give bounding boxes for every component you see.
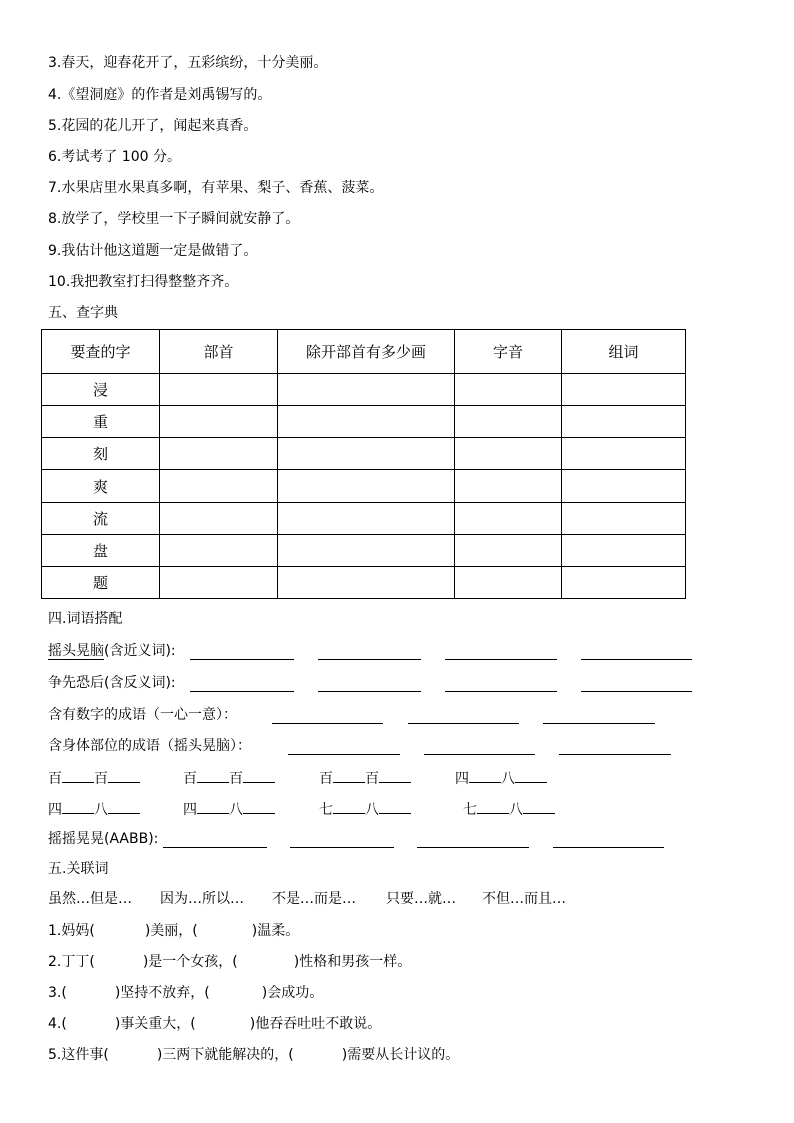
answer-blank[interactable] [272, 708, 383, 728]
answer-blank[interactable] [318, 676, 421, 696]
conjunction-option: 不是…而是… [272, 891, 356, 907]
question-text: )三两下就能解决的，( [156, 1047, 294, 1063]
table-row [42, 535, 686, 567]
question-text: )温柔。 [251, 923, 300, 939]
answer-blank[interactable] [333, 767, 365, 783]
question-text: 2.丁丁( [48, 954, 95, 970]
sentence-7: 7.水果店里水果真多啊，有苹果、梨子、香蕉、菠菜。 [48, 180, 384, 196]
pattern-char: 八 [365, 802, 379, 818]
answer-blank[interactable] [445, 644, 557, 664]
pattern-char: 百 [94, 771, 108, 787]
question-text: )事关重大，( [114, 1016, 196, 1032]
char-cell: 刻 [42, 438, 160, 470]
word-cell[interactable] [562, 438, 686, 470]
question-text: 4.( [48, 1016, 67, 1032]
answer-blank[interactable] [515, 767, 547, 783]
sentence-8: 8.放学了，学校里一下子瞬间就安静了。 [48, 211, 300, 227]
matching-row-number-idioms: 含有数字的成语（一心一意）： [48, 707, 237, 723]
pattern-item [183, 798, 275, 820]
header-pronunciation: 字音 [455, 330, 562, 374]
answer-blank[interactable] [543, 708, 655, 728]
header-strokes: 除开部首有多少画 [278, 330, 455, 374]
table-header-row [42, 330, 686, 374]
answer-blank[interactable] [553, 832, 664, 852]
char-cell: 浸 [42, 374, 160, 406]
answer-blank[interactable] [477, 798, 509, 814]
strokes-cell[interactable] [278, 503, 455, 535]
header-radical: 部首 [160, 330, 278, 374]
pronunciation-cell[interactable] [455, 535, 562, 567]
char-cell: 重 [42, 406, 160, 438]
pronunciation-cell[interactable] [455, 438, 562, 470]
radical-cell[interactable] [160, 503, 278, 535]
pattern-char: 八 [229, 802, 243, 818]
strokes-cell[interactable] [278, 374, 455, 406]
char-cell: 流 [42, 503, 160, 535]
answer-blank[interactable] [290, 832, 394, 852]
radical-cell[interactable] [160, 438, 278, 470]
pronunciation-cell[interactable] [455, 406, 562, 438]
answer-blank[interactable] [190, 676, 294, 696]
matching-row-body-idioms: 含身体部位的成语（摇头晃脑）： [48, 738, 251, 754]
pattern-char: 四 [455, 771, 469, 787]
word-cell[interactable] [562, 374, 686, 406]
pattern-char: 七 [463, 802, 477, 818]
radical-cell[interactable] [160, 470, 278, 503]
answer-blank[interactable] [197, 767, 229, 783]
pattern-char: 百 [229, 771, 243, 787]
answer-blank[interactable] [379, 798, 411, 814]
answer-blank[interactable] [559, 739, 671, 759]
conjunction-option: 虽然…但是… [48, 891, 132, 907]
conjunction-question-4 [48, 1014, 381, 1034]
word-cell[interactable] [562, 406, 686, 438]
pattern-item [48, 798, 140, 820]
radical-cell[interactable] [160, 535, 278, 567]
word-cell[interactable] [562, 470, 686, 503]
conjunction-option: 不但…而且… [482, 891, 566, 907]
table-row [42, 438, 686, 470]
strokes-cell[interactable] [278, 438, 455, 470]
strokes-cell[interactable] [278, 406, 455, 438]
section-title-matching: 四.词语搭配 [48, 611, 123, 627]
answer-blank[interactable] [62, 767, 94, 783]
sentence-9: 9.我估计他这道题一定是做错了。 [48, 243, 258, 259]
word-cell[interactable] [562, 567, 686, 599]
answer-blank[interactable] [408, 708, 519, 728]
question-text: 3.( [48, 985, 67, 1001]
word-cell[interactable] [562, 503, 686, 535]
sentence-10: 10.我把教室打扫得整整齐齐。 [48, 274, 239, 290]
answer-blank[interactable] [243, 767, 275, 783]
conjunction-option: 因为…所以… [160, 891, 244, 907]
char-cell: 盘 [42, 535, 160, 567]
pattern-item [183, 767, 275, 789]
pattern-item [463, 798, 555, 820]
strokes-cell[interactable] [278, 470, 455, 503]
answer-blank[interactable] [62, 798, 94, 814]
dictionary-table [41, 329, 686, 599]
answer-blank[interactable] [445, 676, 557, 696]
radical-cell[interactable] [160, 374, 278, 406]
pattern-char: 百 [365, 771, 379, 787]
answer-blank[interactable] [417, 832, 529, 852]
answer-blank[interactable] [108, 798, 140, 814]
question-text: )坚持不放弃，( [114, 985, 210, 1001]
conjunction-question-1 [48, 921, 299, 941]
sentence-6: 6.考试考了 100 分。 [48, 149, 181, 165]
pattern-char: 四 [183, 802, 197, 818]
question-text: 1.妈妈( [48, 923, 95, 939]
word-cell[interactable] [562, 535, 686, 567]
answer-blank[interactable] [523, 798, 555, 814]
pattern-char: 八 [501, 771, 515, 787]
answer-blank[interactable] [163, 832, 267, 852]
pattern-char: 四 [48, 802, 62, 818]
answer-blank[interactable] [333, 798, 365, 814]
pronunciation-cell[interactable] [455, 503, 562, 535]
pattern-item [319, 798, 411, 820]
answer-blank[interactable] [581, 644, 692, 664]
question-text: )是一个女孩，( [142, 954, 238, 970]
pattern-char: 百 [183, 771, 197, 787]
radical-cell[interactable] [160, 567, 278, 599]
answer-blank[interactable] [318, 644, 421, 664]
table-row [42, 567, 686, 599]
question-text: )会成功。 [261, 985, 324, 1001]
sentence-5: 5.花园的花儿开了，闻起来真香。 [48, 118, 258, 134]
table-row [42, 503, 686, 535]
answer-blank[interactable] [190, 644, 294, 664]
question-text: 5.这件事( [48, 1047, 109, 1063]
char-cell: 题 [42, 567, 160, 599]
table-row [42, 374, 686, 406]
conjunction-question-5 [48, 1045, 459, 1065]
sentence-4: 4.《望洞庭》的作者是刘禹锡写的。 [48, 87, 272, 103]
pattern-char: 百 [319, 771, 333, 787]
pronunciation-cell[interactable] [455, 470, 562, 503]
radical-cell[interactable] [160, 406, 278, 438]
table-row [42, 406, 686, 438]
sentence-3: 3.春天，迎春花开了，五彩缤纷，十分美丽。 [48, 55, 328, 71]
matching-row-synonyms [48, 641, 176, 661]
pattern-char: 七 [319, 802, 333, 818]
question-text: )性格和男孩一样。 [293, 954, 412, 970]
pattern-item [319, 767, 411, 789]
answer-blank[interactable] [581, 676, 692, 696]
header-char: 要查的字 [42, 330, 160, 374]
answer-blank[interactable] [469, 767, 501, 783]
pattern-item [455, 767, 547, 789]
matching-row-antonyms [48, 673, 176, 693]
answer-blank[interactable] [243, 798, 275, 814]
table-row [42, 470, 686, 503]
strokes-cell[interactable] [278, 567, 455, 599]
section-title-conjunctions: 五.关联词 [48, 861, 109, 877]
answer-blank[interactable] [379, 767, 411, 783]
idiom-synonym-example: 摇头晃脑 [48, 643, 104, 659]
pattern-char: 百 [48, 771, 62, 787]
conjunction-question-3 [48, 983, 323, 1003]
question-text: )需要从长计议的。 [341, 1047, 460, 1063]
antonym-hint: (含反义词): [104, 675, 176, 691]
pattern-char: 八 [509, 802, 523, 818]
pattern-char: 八 [94, 802, 108, 818]
conjunction-question-2 [48, 952, 411, 972]
section-title-dictionary: 五、查字典 [48, 305, 118, 321]
matching-row-aabb: 摇摇晃晃(AABB): [48, 831, 159, 847]
answer-blank[interactable] [197, 798, 229, 814]
strokes-cell[interactable] [278, 535, 455, 567]
synonym-hint: (含近义词): [104, 643, 176, 659]
answer-blank[interactable] [108, 767, 140, 783]
answer-blank[interactable] [288, 739, 400, 759]
conjunction-option: 只要…就… [386, 891, 456, 907]
header-word: 组词 [562, 330, 686, 374]
pronunciation-cell[interactable] [455, 374, 562, 406]
idiom-antonym-example: 争先恐后 [48, 675, 104, 691]
question-text: )美丽，( [144, 923, 198, 939]
pattern-item [48, 767, 140, 789]
answer-blank[interactable] [424, 739, 535, 759]
question-text: )他吞吞吐吐不敢说。 [249, 1016, 382, 1032]
pronunciation-cell[interactable] [455, 567, 562, 599]
char-cell: 爽 [42, 470, 160, 503]
